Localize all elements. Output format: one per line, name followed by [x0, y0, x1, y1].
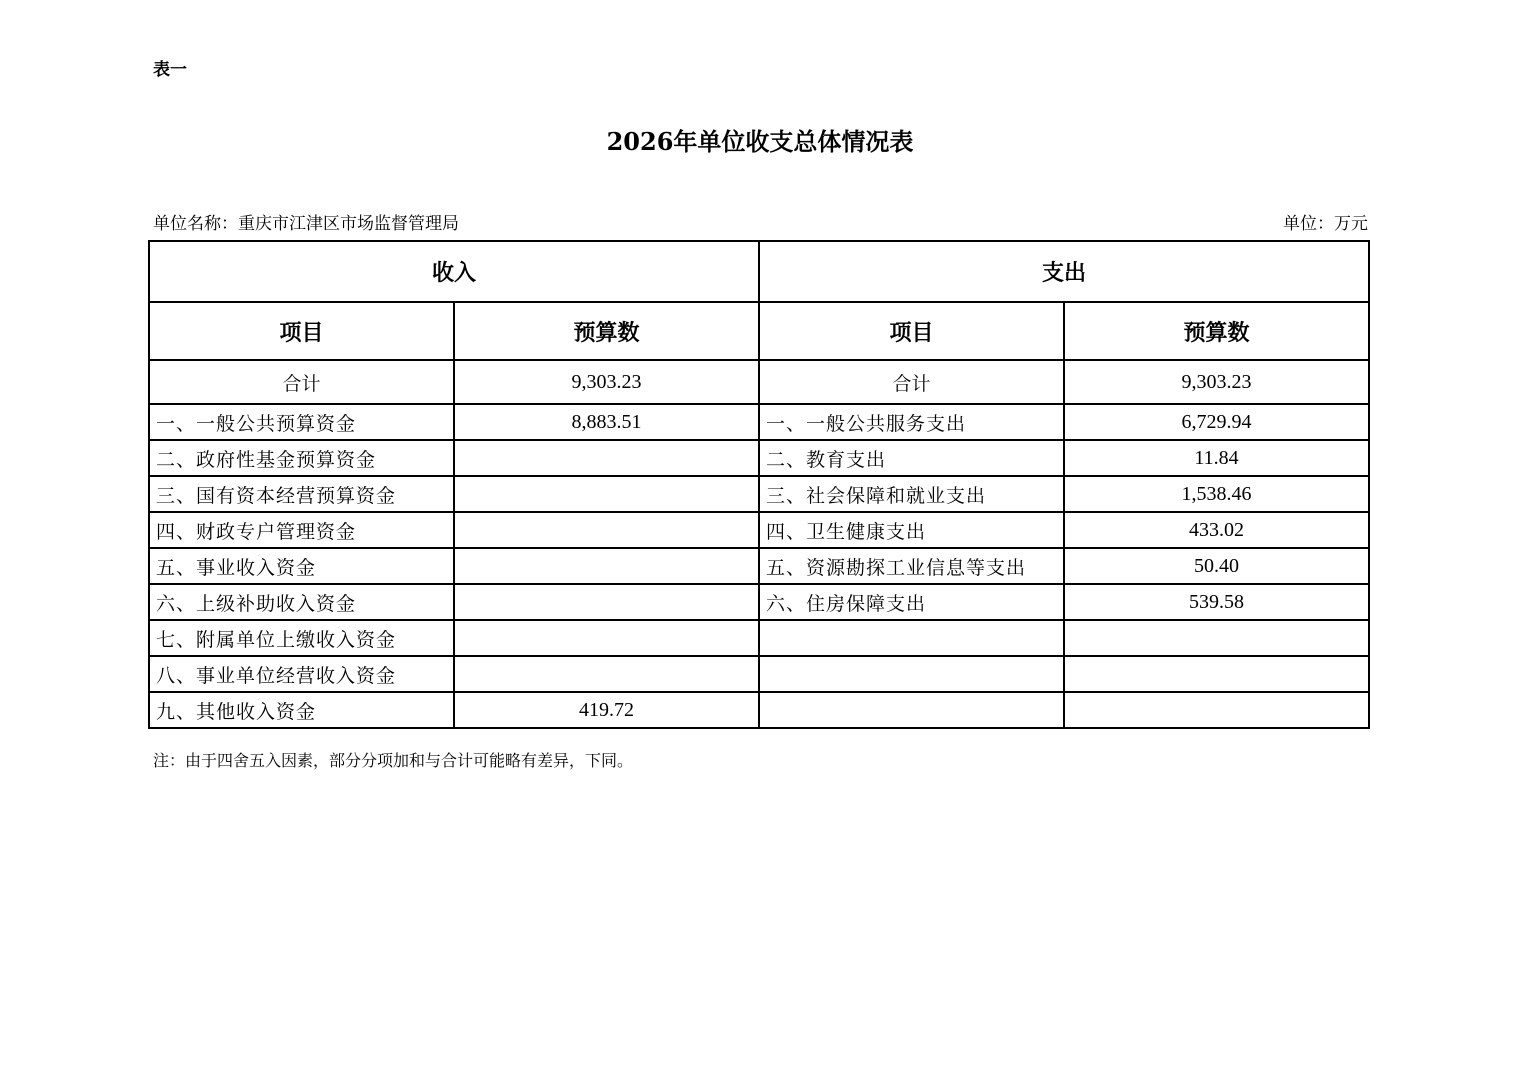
- income-header: 收入: [149, 241, 759, 302]
- expense-value-cell: [1064, 656, 1369, 692]
- expense-budget-header: 预算数: [1064, 302, 1369, 360]
- expense-item-cell: 三、社会保障和就业支出: [759, 476, 1064, 512]
- income-item-cell: 九、其他收入资金: [149, 692, 454, 728]
- income-item-cell: 二、政府性基金预算资金: [149, 440, 454, 476]
- income-value-cell: [454, 476, 759, 512]
- table-row: [149, 620, 1369, 656]
- income-item-cell: 三、国有资本经营预算资金: [149, 476, 454, 512]
- income-item-cell: 八、事业单位经营收入资金: [149, 656, 454, 692]
- table-row: [149, 584, 1369, 620]
- expense-item-cell: [759, 656, 1064, 692]
- income-value-cell: 419.72: [454, 692, 759, 728]
- expense-item-cell: 六、住房保障支出: [759, 584, 1064, 620]
- header-row-columns: [149, 302, 1369, 360]
- income-item-cell: 一、一般公共预算资金: [149, 404, 454, 440]
- income-value-cell: [454, 440, 759, 476]
- income-budget-header: 预算数: [454, 302, 759, 360]
- unit-measure: 单位：万元: [1283, 214, 1368, 234]
- expense-value-cell: [1064, 620, 1369, 656]
- income-item-header: 项目: [149, 302, 454, 360]
- table-row: [149, 548, 1369, 584]
- expense-item-cell: [759, 692, 1064, 728]
- income-item-cell: 四、财政专户管理资金: [149, 512, 454, 548]
- income-total-value: 9,303.23: [454, 360, 759, 404]
- expense-total-value: 9,303.23: [1064, 360, 1369, 404]
- income-value-cell: [454, 584, 759, 620]
- table-row: [149, 656, 1369, 692]
- total-row: [149, 360, 1369, 404]
- income-value-cell: [454, 548, 759, 584]
- header-row-sections: [149, 241, 1369, 302]
- income-item-cell: 七、附属单位上缴收入资金: [149, 620, 454, 656]
- income-value-cell: [454, 656, 759, 692]
- income-item-cell: 六、上级补助收入资金: [149, 584, 454, 620]
- expense-item-cell: 四、卫生健康支出: [759, 512, 1064, 548]
- expense-value-cell: 11.84: [1064, 440, 1369, 476]
- table-row: [149, 404, 1369, 440]
- expense-value-cell: 433.02: [1064, 512, 1369, 548]
- table-row: [149, 440, 1369, 476]
- income-value-cell: [454, 620, 759, 656]
- income-value-cell: 8,883.51: [454, 404, 759, 440]
- expense-total-label: 合计: [759, 360, 1064, 404]
- budget-table: [148, 240, 1370, 729]
- expense-item-cell: 一、一般公共服务支出: [759, 404, 1064, 440]
- table-number: 表一: [153, 60, 187, 80]
- table-row: [149, 692, 1369, 728]
- table-row: [149, 476, 1369, 512]
- expense-header: 支出: [759, 241, 1369, 302]
- expense-value-cell: 539.58: [1064, 584, 1369, 620]
- income-item-cell: 五、事业收入资金: [149, 548, 454, 584]
- footnote: 注：由于四舍五入因素，部分分项加和与合计可能略有差异，下同。: [153, 751, 634, 770]
- unit-name: 单位名称：重庆市江津区市场监督管理局: [153, 214, 459, 234]
- income-total-label: 合计: [149, 360, 454, 404]
- expense-value-cell: [1064, 692, 1369, 728]
- expense-value-cell: 6,729.94: [1064, 404, 1369, 440]
- expense-item-cell: 二、教育支出: [759, 440, 1064, 476]
- expense-value-cell: 1,538.46: [1064, 476, 1369, 512]
- expense-value-cell: 50.40: [1064, 548, 1369, 584]
- expense-item-cell: [759, 620, 1064, 656]
- table-row: [149, 512, 1369, 548]
- income-value-cell: [454, 512, 759, 548]
- expense-item-cell: 五、资源勘探工业信息等支出: [759, 548, 1064, 584]
- expense-item-header: 项目: [759, 302, 1064, 360]
- page-title: 2026年单位收支总体情况表: [606, 127, 914, 156]
